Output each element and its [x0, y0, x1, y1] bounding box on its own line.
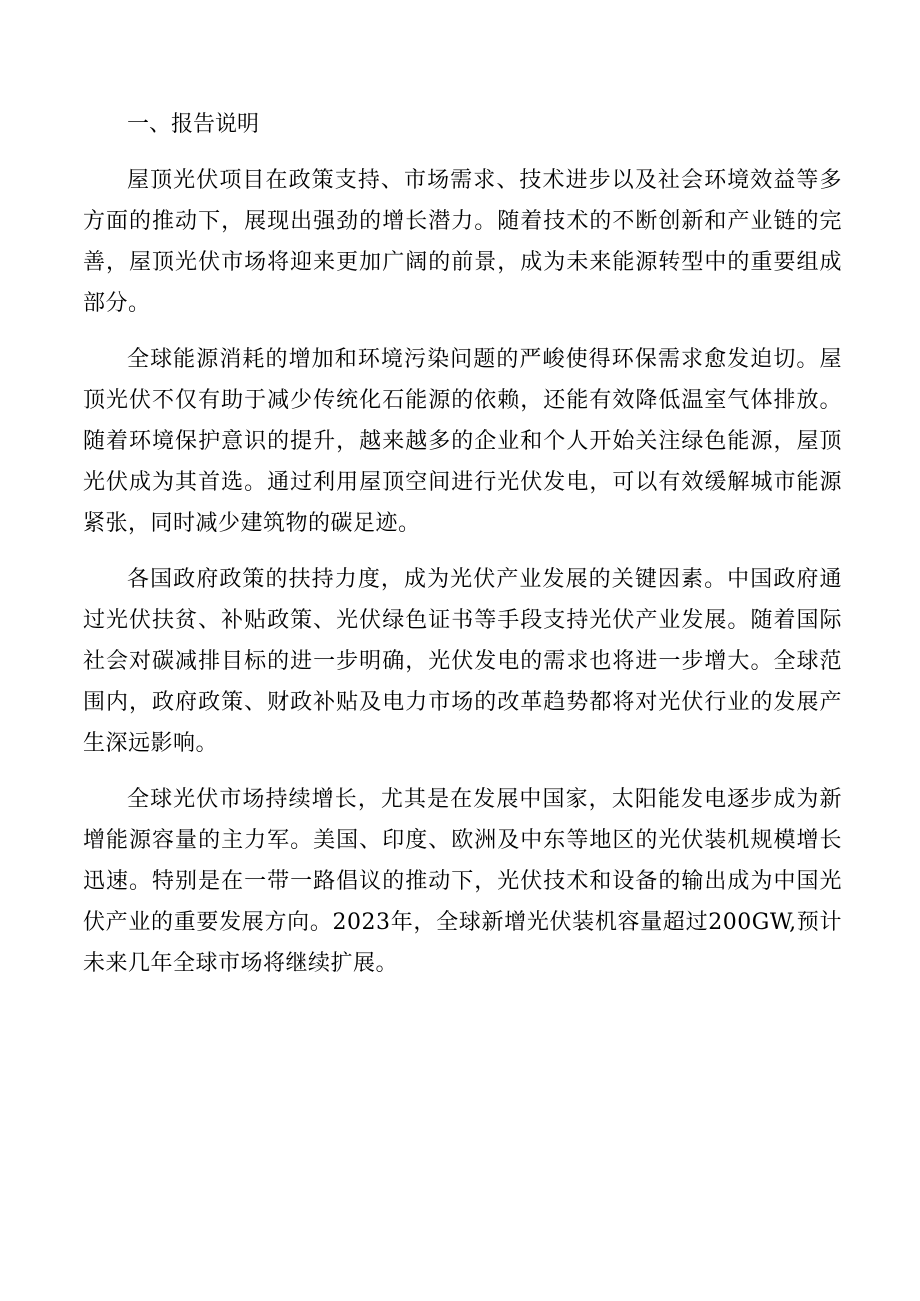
document-body	[83, 104, 842, 999]
section-heading: 一、报告说明	[127, 112, 260, 137]
paragraph-4: 全球光伏市场持续增长，尤其是在发展中国家，太阳能发电逐步成为新增能源容量的主力军。美国、印度、欧洲及中东等地区的光伏装机规模增长迅速。特别是在一带一路倡议的推动下，光伏技术和设备的输出成为中国光伏产业的重要发展方向。2023年，全球新增光伏装机容量超过200GW,预计未来几年全球市场将继续扩展。	[83, 787, 842, 976]
paragraph-1: 屋顶光伏项目在政策支持、市场需求、技术进步以及社会环境效益等多方面的推动下，展现出强劲的增长潜力。随着技术的不断创新和产业链的完善，屋顶光伏市场将迎来更加广阔的前景，成为未来能源转型中的重要组成部分。	[83, 168, 842, 316]
paragraph-2: 全球能源消耗的增加和环境污染问题的严峻使得环保需求愈发迫切。屋顶光伏不仅有助于减少传统化石能源的依赖，还能有效降低温室气体排放。随着环境保护意识的提升，越来越多的企业和个人开始关注绿色能源，屋顶光伏成为其首选。通过利用屋顶空间进行光伏发电，可以有效缓解城市能源紧张，同时减少建筑物的碳足迹。	[83, 347, 842, 536]
paragraph-3: 各国政府政策的扶持力度，成为光伏产业发展的关键因素。中国政府通过光伏扶贫、补贴政策、光伏绿色证书等手段支持光伏产业发展。随着国际社会对碳减排目标的进一步明确，光伏发电的需求也将进一步增大。全球范围内，政府政策、财政补贴及电力市场的改革趋势都将对光伏行业的发展产生深远影响。	[83, 567, 842, 756]
